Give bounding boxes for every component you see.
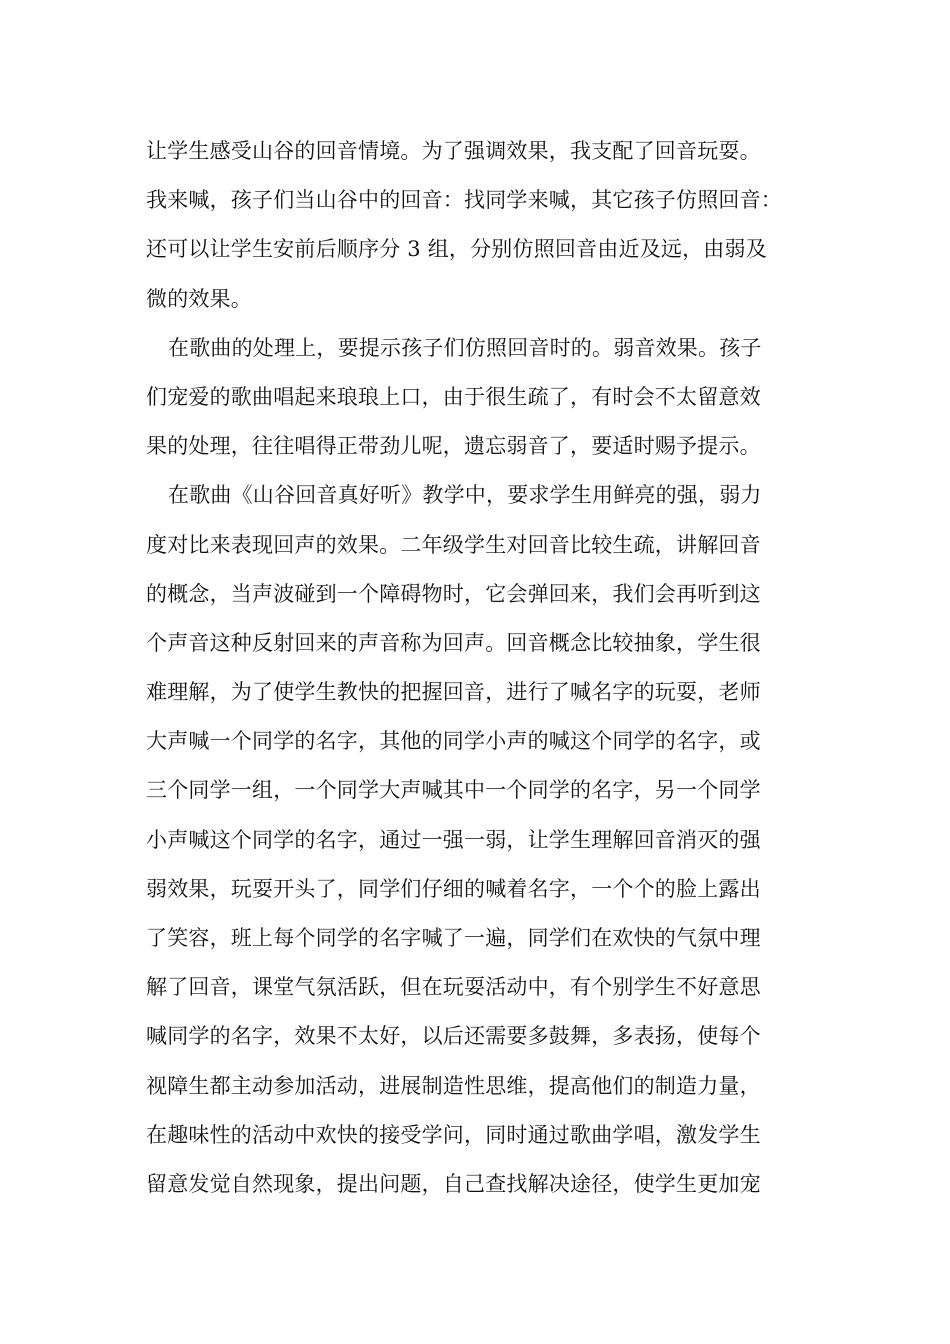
text-line: 让学生感受山谷的回音情境。为了强调效果，我支配了回音玩耍。 bbox=[146, 139, 761, 163]
text-line: 在趣味性的活动中欢快的接受学问，同时通过歌曲学唱，激发学生 bbox=[146, 1122, 761, 1147]
text-line: 留意发觉自然现象，提出问题，自己查找解决途径，使学生更加宠 bbox=[146, 1171, 761, 1196]
text-line: 度对比来表现回声的效果。二年级学生对回音比较生疏，讲解回音 bbox=[146, 532, 761, 557]
text-line: 视障生都主动参加活动，进展制造性思维，提高他们的制造力量， bbox=[146, 1073, 761, 1098]
text-line: 还可以让学生安前后顺序分 3 组，分别仿照回音由近及远，由弱及 bbox=[146, 237, 767, 262]
text-line: 解了回音，课堂气氛活跃，但在玩耍活动中，有个别学生不好意思 bbox=[146, 975, 761, 1000]
text-line: 的概念，当声波碰到一个障碍物时，它会弹回来，我们会再听到这 bbox=[146, 581, 761, 606]
text-line: 个声音这种反射回来的声音称为回声。回音概念比较抽象，学生很 bbox=[146, 630, 761, 655]
text-line: 了笑容，班上每个同学的名字喊了一遍，同学们在欢快的气氛中理 bbox=[146, 926, 761, 950]
document-body bbox=[146, 127, 826, 1209]
paragraph-first-line: 在歌曲《山谷回音真好听》教学中，要求学生用鲜亮的强，弱力 bbox=[168, 483, 762, 508]
text-line: 三个同学一组，一个同学大声喊其中一个同学的名字，另一个同学 bbox=[146, 778, 761, 803]
text-line: 小声喊这个同学的名字，通过一强一弱，让学生理解回音消灭的强 bbox=[146, 827, 761, 852]
text-line: 难理解，为了使学生教快的把握回音，进行了喊名字的玩耍，老师 bbox=[146, 680, 761, 705]
text-line: 微的效果。 bbox=[146, 286, 252, 311]
text-line: 我来喊，孩子们当山谷中的回音：找同学来喊，其它孩子仿照回音： bbox=[146, 188, 782, 213]
text-line: 们宠爱的歌曲唱起来琅琅上口，由于很生疏了，有时会不太留意效 bbox=[146, 384, 761, 409]
text-line: 大声喊一个同学的名字，其他的同学小声的喊这个同学的名字，或 bbox=[146, 729, 761, 754]
text-line: 喊同学的名字，效果不太好，以后还需要多鼓舞，多表扬，使每个 bbox=[146, 1024, 761, 1049]
paragraph-first-line: 在歌曲的处理上，要提示孩子们仿照回音时的。弱音效果。孩子 bbox=[168, 335, 762, 360]
text-line: 果的处理，往往唱得正带劲儿呢，遗忘弱音了，要适时赐予提示。 bbox=[146, 434, 761, 459]
text-line: 弱效果，玩耍开头了，同学们仔细的喊着名字，一个个的脸上露出 bbox=[146, 876, 761, 901]
